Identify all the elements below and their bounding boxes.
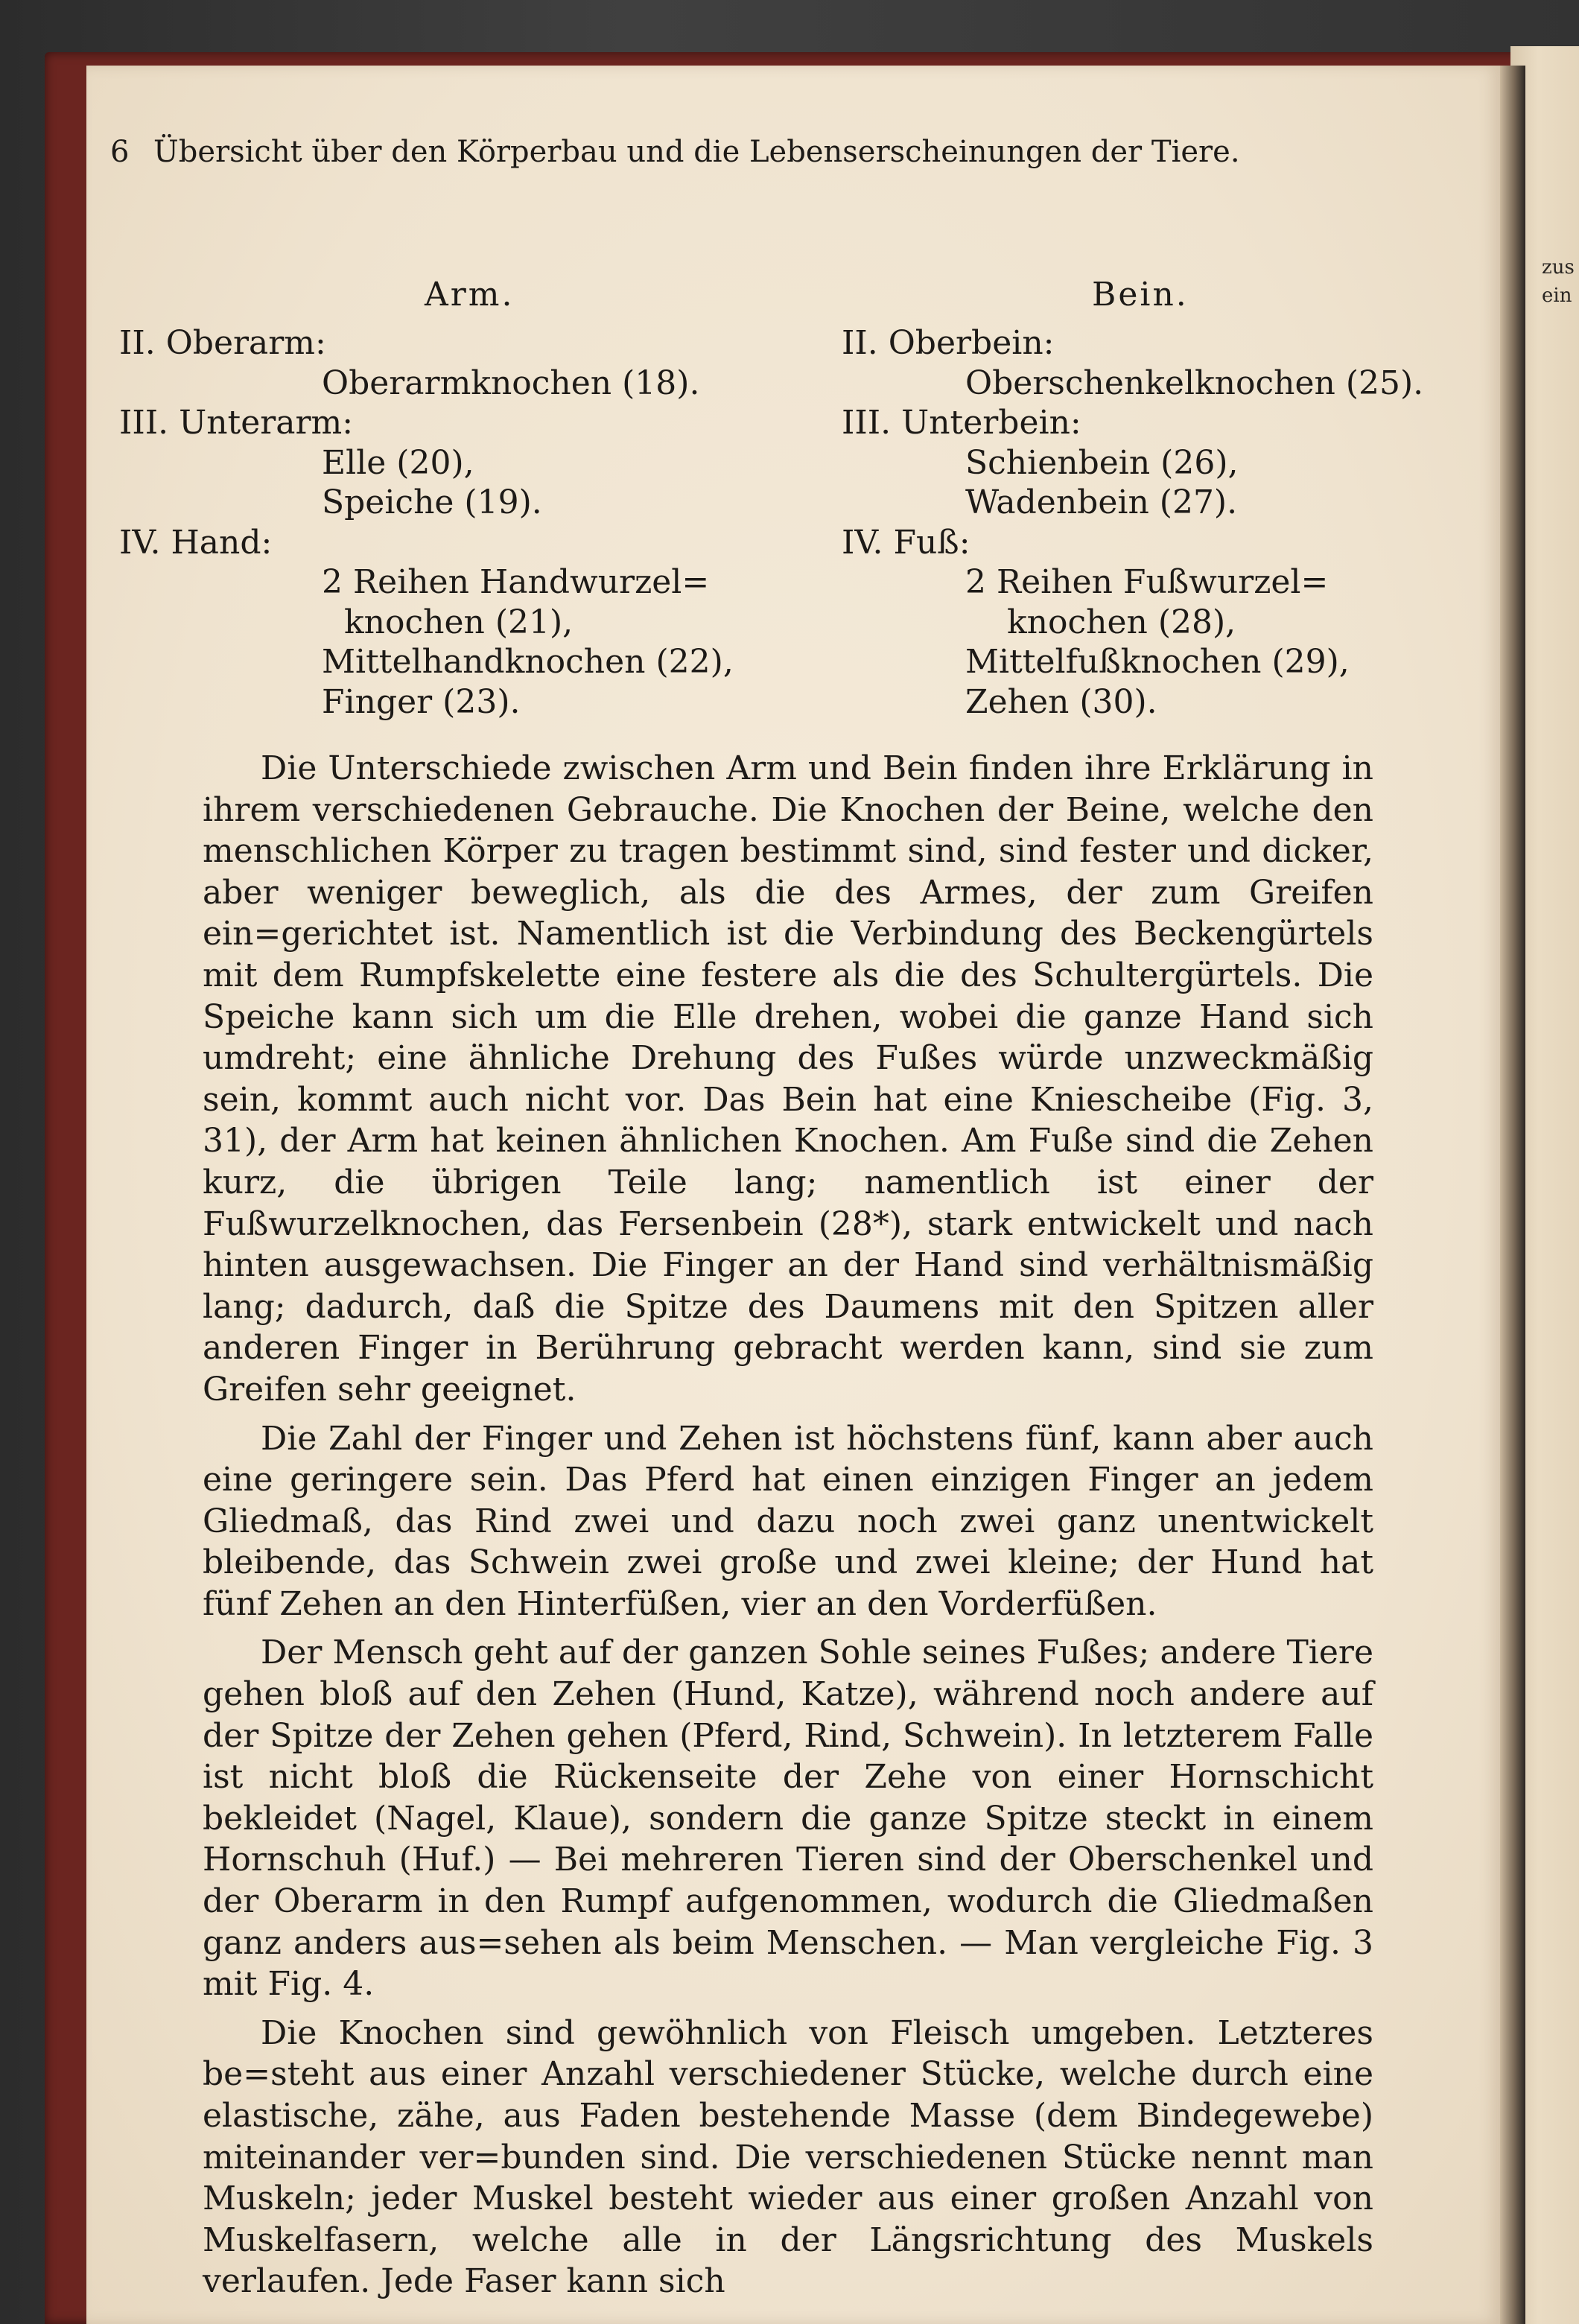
arm-bone-entry: Speiche (19).	[322, 483, 542, 521]
arm-section-title: II. Oberarm:	[119, 324, 326, 362]
bein-heading: Bein.	[1092, 276, 1189, 314]
bein-section-title: IV. Fuß:	[842, 523, 970, 562]
bein-section-title: II. Oberbein:	[842, 324, 1055, 362]
arm-bone-entry: Oberarmknochen (18).	[322, 363, 700, 402]
paragraph: Die Unterschiede zwischen Arm und Bein finden ihre Erklärung in ihrem verschiedenen Gebrauche. Die Knochen der Beine, welche den menschlichen Körper zu tragen bestimmt sind, sind fester und dicker, aber weniger beweglich, als die des Armes, der zum Greifen ein=gerichtet ist. Namentlich ist die Verbindung des Beckengürtels mit dem Rumpfskelette eine festere als die des Schultergürtels. Die Speiche kann sich um die Elle drehen, wobei die ganze Hand sich umdreht; eine ähnliche Drehung des Fußes würde unzweckmäßig sein, kommt auch nicht vor. Das Bein hat eine Kniescheibe (Fig. 3, 31), der Arm hat keinen ähnlichen Knochen. Am Fuße sind die Zehen kurz, die übrigen Teile lang; namentlich ist einer der Fußwurzelknochen, das Fersenbein (28*), stark entwickelt und nach hinten ausgewachsen. Die Finger an der Hand sind verhältnismäßig lang; dadurch, daß die Spitze des Daumens mit den Spitzen aller anderen Finger in Berührung gebracht werden kann, sind sie zum Greifen sehr geeignet.	[203, 749, 1373, 1409]
bein-bone-entry: Mittelfußknochen (29),	[965, 643, 1350, 681]
bein-bone-entry: Wadenbein (27).	[965, 483, 1238, 521]
arm-bone-entry: Elle (20),	[322, 443, 474, 482]
facing-page-word: ein	[1542, 285, 1572, 307]
arm-heading: Arm.	[425, 276, 515, 314]
paragraph: Die Knochen sind gewöhnlich von Fleisch umgeben. Letzteres be=steht aus einer Anzahl verschiedener Stücke, welche durch eine elastische, zähe, aus Faden bestehende Masse (dem Bindegewebe) miteinander ver=bunden sind. Die verschiedenen Stücke nennt man Muskeln; jeder Muskel besteht wieder aus einer großen Anzahl von Muskelfasern, welche alle in der Längsrichtung des Muskels verlaufen. Jede Faser kann sich	[203, 2013, 1373, 2301]
body-text	[203, 748, 1373, 2302]
arm-bone-entry: 2 Reihen Handwurzel=	[322, 563, 710, 601]
facing-page-word: zus	[1542, 256, 1575, 279]
arm-bone-entry: knochen (21),	[344, 603, 574, 641]
paragraph: Der Mensch geht auf der ganzen Sohle seines Fußes; andere Tiere gehen bloß auf den Zehen (Hund, Katze), während noch andere auf der Spitze der Zehen gehen (Pferd, Rind, Schwein). In letzterem Falle ist nicht bloß die Rückenseite der Zehe von einer Hornschicht bekleidet (Nagel, Klaue), sondern die ganze Spitze steckt in einem Hornschuh (Huf.) — Bei mehreren Tieren sind der Oberschenkel und der Oberarm in den Rumpf aufgenommen, wodurch die Gliedmaßen ganz anders aus=sehen als beim Menschen. — Man vergleiche Fig. 3 mit Fig. 4.	[203, 1634, 1373, 2004]
arm-column	[119, 323, 734, 722]
arm-bone-entry: Finger (23).	[322, 682, 521, 721]
facing-page-fragment	[1542, 253, 1579, 310]
paragraph: Die Zahl der Finger und Zehen ist höchstens fünf, kann aber auch eine geringere sein. Das Pferd hat einen einzigen Finger an jedem Gliedmaß, das Rind zwei und dazu noch zwei ganz unentwickelt bleibende, das Schwein zwei große und zwei kleine; der Hund hat fünf Zehen an den Hinterfüßen, vier an den Vorderfüßen.	[203, 1419, 1373, 1623]
page-number: 6	[110, 135, 130, 169]
arm-bone-entry: Mittelhandknochen (22),	[322, 643, 734, 681]
bein-bone-entry: Zehen (30).	[965, 682, 1157, 721]
page-gutter	[1500, 66, 1525, 2324]
bein-bone-entry: knochen (28),	[1007, 603, 1236, 641]
bein-section-title: III. Unterbein:	[842, 404, 1081, 442]
page-header	[110, 131, 1362, 173]
bein-column	[842, 323, 1423, 722]
arm-section-title: IV. Hand:	[119, 523, 273, 562]
bein-bone-entry: Schienbein (26),	[965, 443, 1239, 482]
running-head: Übersicht über den Körperbau und die Lebenserscheinungen der Tiere.	[153, 135, 1240, 169]
bein-bone-entry: Oberschenkelknochen (25).	[965, 363, 1424, 402]
arm-section-title: III. Unterarm:	[119, 404, 354, 442]
bein-bone-entry: 2 Reihen Fußwurzel=	[965, 563, 1329, 601]
